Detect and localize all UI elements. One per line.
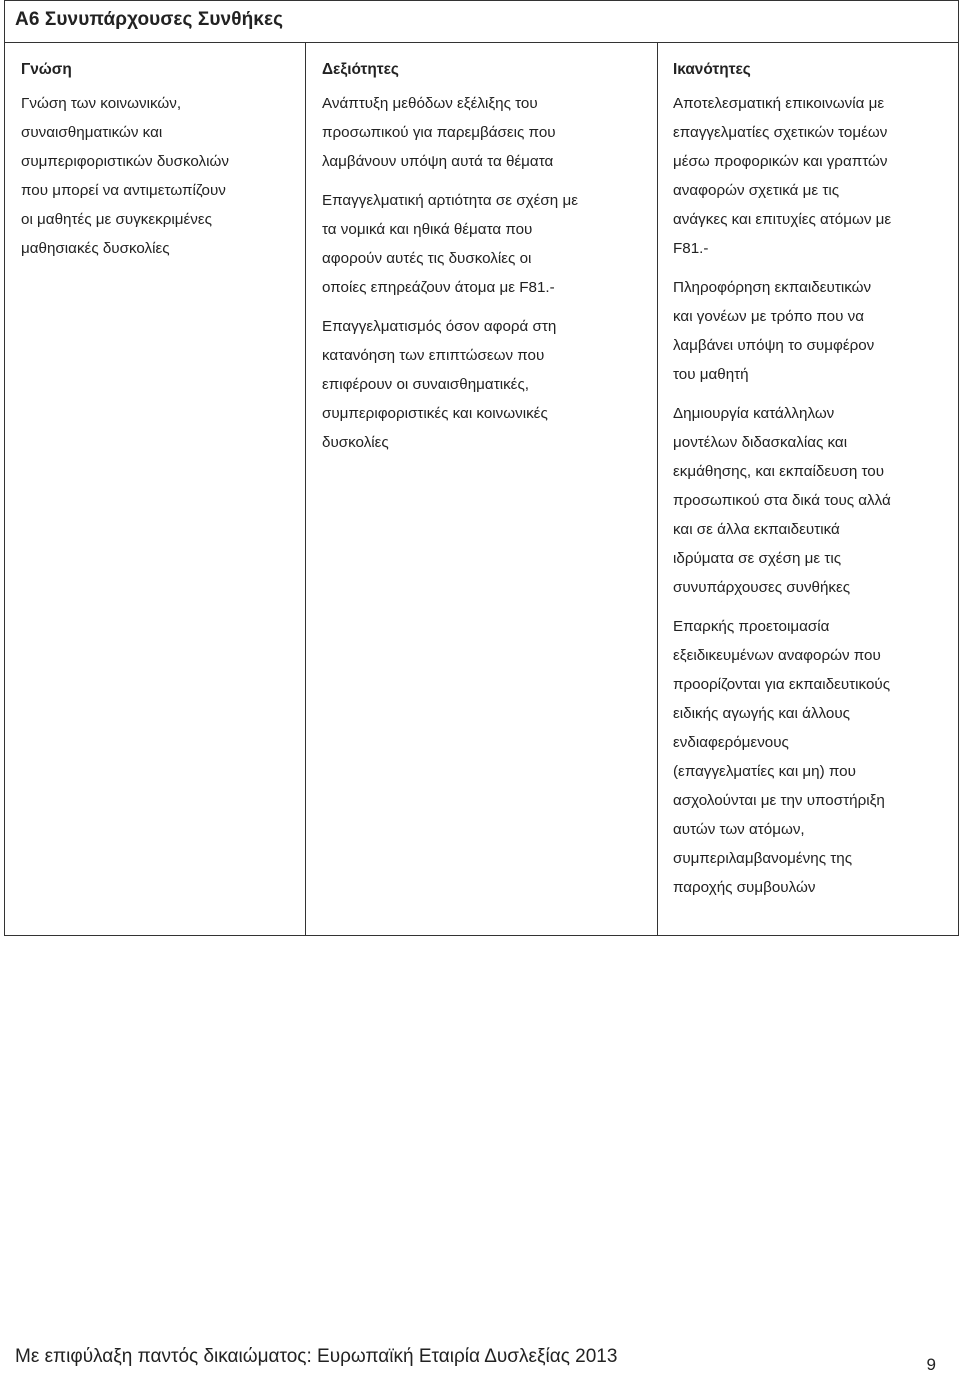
competency-table (4, 0, 959, 936)
skills-header: Δεξιότητες (322, 61, 399, 78)
competences-paragraph: Πληροφόρηση εκπαιδευτικών και γονέων με τρόπο που να λαμβάνει υπόψη το συμφέρον του μαθητή (673, 279, 875, 383)
page-number: 9 (926, 1355, 936, 1374)
table-columns (5, 43, 958, 935)
competences-paragraph: Επαρκής προετοιμασία εξειδικευμένων αναφορών που προορίζονται για εκπαιδευτικούς ειδικής αγωγής και άλλους ενδιαφερόμενους (επαγγελματίες και μη) που ασχολούνται με την υποστήριξη αυτών των ατόμων, συμπεριλαμβανομένης της παροχής συμβουλών (673, 618, 891, 896)
competences-column (657, 43, 958, 935)
page-footer (15, 1346, 936, 1374)
copyright-notice: Με επιφύλαξη παντός δικαιώματος: Ευρωπαϊκή Εταιρία Δυσλεξίας 2013 (15, 1346, 618, 1367)
competences-paragraph: Δημιουργία κατάλληλων μοντέλων διδασκαλίας και εκμάθησης, και εκπαίδευση του προσωπικού στα δικά τους αλλά και σε άλλα εκπαιδευτικά ιδρύματα σε σχέση με τις συνυπάρχουσες συνθήκες (673, 405, 891, 596)
skills-paragraph: Επαγγελματισμός όσον αφορά στη κατανόηση των επιπτώσεων που επιφέρουν οι συναισθηματικές, συμπεριφοριστικές και κοινωνικές δυσκολίες (322, 318, 557, 451)
competences-paragraph: Αποτελεσματική επικοινωνία με επαγγελματίες σχετικών τομέων μέσω προφορικών και γραπτών αναφορών σχετικά με τις ανάγκες και επιτυχίες ατόμων με F81.- (673, 95, 892, 257)
knowledge-column (5, 43, 305, 935)
table-title: Α6 Συνυπάρχουσες Συνθήκες (5, 1, 958, 43)
skills-column (305, 43, 657, 935)
skills-paragraph: Ανάπτυξη μεθόδων εξέλιξης του προσωπικού για παρεμβάσεις που λαμβάνουν υπόψη αυτά τα θέματα (322, 95, 556, 170)
skills-paragraph: Επαγγελματική αρτιότητα σε σχέση με τα νομικά και ηθικά θέματα που αφορούν αυτές τις δυσκολίες οι οποίες επηρεάζουν άτομα με F81.- (322, 192, 578, 296)
knowledge-paragraph: Γνώση των κοινωνικών, συναισθηματικών και συμπεριφοριστικών δυσκολιών που μπορεί να αντιμετωπίζουν οι μαθητές με συγκεκριμένες μαθησιακές δυσκολίες (21, 95, 229, 257)
knowledge-header: Γνώση (21, 61, 72, 78)
competences-header: Ικανότητες (673, 61, 751, 78)
